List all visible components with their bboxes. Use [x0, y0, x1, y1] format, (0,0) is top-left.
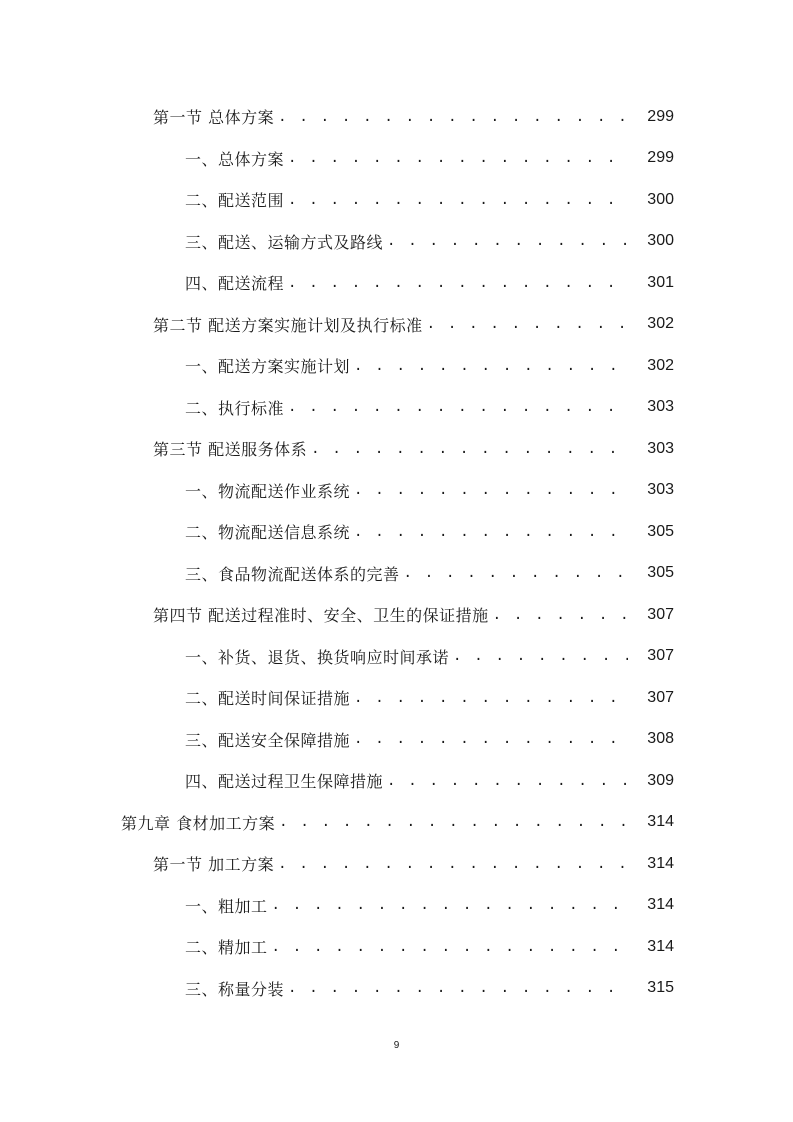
toc-leader-dots — [453, 648, 628, 664]
toc-entry[interactable] — [0, 262, 793, 304]
toc-entry-page: 314 — [647, 896, 674, 914]
toc-leader-dots — [272, 939, 628, 955]
toc-entry-title: 三、食品物流配送体系的完善 — [185, 564, 400, 584]
toc-entry[interactable] — [0, 843, 793, 885]
toc-entry-page: 300 — [647, 232, 674, 250]
toc-leader-dots — [404, 565, 628, 581]
toc-entry-title: 二、物流配送信息系统 — [185, 523, 351, 543]
toc-entry-page: 308 — [647, 730, 674, 748]
toc-entry-page: 302 — [647, 315, 674, 333]
toc-entry[interactable] — [0, 719, 793, 761]
toc-entry[interactable] — [0, 179, 793, 221]
toc-entry-page: 309 — [647, 771, 674, 789]
toc-entry-page: 303 — [647, 481, 674, 499]
toc-entry-title: 一、总体方案 — [185, 149, 285, 169]
toc-leader-dots — [354, 731, 628, 747]
toc-entry[interactable] — [0, 594, 793, 636]
toc-entry-page: 314 — [647, 854, 674, 872]
toc-entry-title: 一、配送方案实施计划 — [185, 357, 351, 377]
toc-entry-page: 305 — [647, 522, 674, 540]
toc-entry-page: 303 — [647, 439, 674, 457]
toc-leader-dots — [272, 897, 628, 913]
toc-entry-title: 第四节 配送过程准时、安全、卫生的保证措施 — [153, 606, 489, 626]
toc-entry-title: 二、配送时间保证措施 — [185, 689, 351, 709]
toc-leader-dots — [387, 773, 628, 789]
toc-leader-dots — [354, 524, 628, 540]
toc-entry[interactable] — [0, 387, 793, 429]
toc-entry-page: 303 — [647, 398, 674, 416]
toc-entry-title: 第三节 配送服务体系 — [153, 440, 308, 460]
toc-entry[interactable] — [0, 511, 793, 553]
toc-leader-dots — [279, 814, 628, 830]
toc-entry-title: 第一节 总体方案 — [153, 108, 275, 128]
toc-entry-title: 四、配送流程 — [185, 274, 285, 294]
toc-entry-page: 314 — [647, 813, 674, 831]
toc-entry[interactable] — [0, 760, 793, 802]
toc-entry-title: 第九章 食材加工方案 — [121, 813, 276, 833]
toc-entry-title: 三、配送、运输方式及路线 — [185, 232, 384, 252]
toc-entry[interactable] — [0, 304, 793, 346]
toc-entry-page: 307 — [647, 647, 674, 665]
toc-entry[interactable] — [0, 926, 793, 968]
toc-entry-title: 第二节 配送方案实施计划及执行标准 — [153, 315, 423, 335]
toc-entry-title: 二、配送范围 — [185, 191, 285, 211]
toc-entry-page: 305 — [647, 564, 674, 582]
toc-entry-title: 四、配送过程卫生保障措施 — [185, 772, 384, 792]
toc-entry[interactable] — [0, 428, 793, 470]
toc-leader-dots — [278, 856, 628, 872]
toc-entry[interactable] — [0, 677, 793, 719]
toc-entry-page: 301 — [647, 273, 674, 291]
toc-entry-page: 300 — [647, 190, 674, 208]
toc-leader-dots — [354, 690, 628, 706]
toc-entry-page: 299 — [647, 149, 674, 167]
toc-entry-page: 314 — [647, 937, 674, 955]
toc-leader-dots — [311, 441, 628, 457]
page-number: 9 — [393, 1040, 400, 1051]
toc-entry-page: 315 — [647, 979, 674, 997]
toc-entry[interactable] — [0, 221, 793, 263]
toc-entry-title: 三、配送安全保障措施 — [185, 730, 351, 750]
toc-entry-title: 第一节 加工方案 — [153, 855, 275, 875]
toc-leader-dots — [288, 399, 628, 415]
toc-leader-dots — [278, 109, 628, 125]
table-of-contents — [0, 96, 793, 1009]
toc-leader-dots — [288, 980, 628, 996]
toc-leader-dots — [288, 192, 628, 208]
toc-entry[interactable] — [0, 470, 793, 512]
toc-leader-dots — [387, 233, 628, 249]
toc-entry[interactable] — [0, 885, 793, 927]
toc-entry-page: 307 — [647, 688, 674, 706]
toc-entry-title: 二、精加工 — [185, 938, 268, 958]
toc-entry-page: 299 — [647, 107, 674, 125]
toc-leader-dots — [288, 150, 628, 166]
toc-entry-title: 二、执行标准 — [185, 398, 285, 418]
toc-chapter-entry[interactable] — [0, 802, 793, 844]
toc-entry-title: 一、粗加工 — [185, 896, 268, 916]
toc-entry-title: 一、补货、退货、换货响应时间承诺 — [185, 647, 450, 667]
toc-entry[interactable] — [0, 553, 793, 595]
toc-entry[interactable] — [0, 968, 793, 1010]
toc-entry[interactable] — [0, 636, 793, 678]
toc-entry-title: 三、称量分装 — [185, 979, 285, 999]
toc-entry[interactable] — [0, 345, 793, 387]
toc-leader-dots — [427, 316, 628, 332]
toc-leader-dots — [354, 482, 628, 498]
toc-leader-dots — [493, 607, 628, 623]
toc-entry-title: 一、物流配送作业系统 — [185, 481, 351, 501]
toc-entry-page: 307 — [647, 605, 674, 623]
toc-leader-dots — [354, 358, 628, 374]
toc-entry[interactable] — [0, 138, 793, 180]
toc-entry[interactable] — [0, 96, 793, 138]
toc-entry-page: 302 — [647, 356, 674, 374]
toc-leader-dots — [288, 275, 628, 291]
